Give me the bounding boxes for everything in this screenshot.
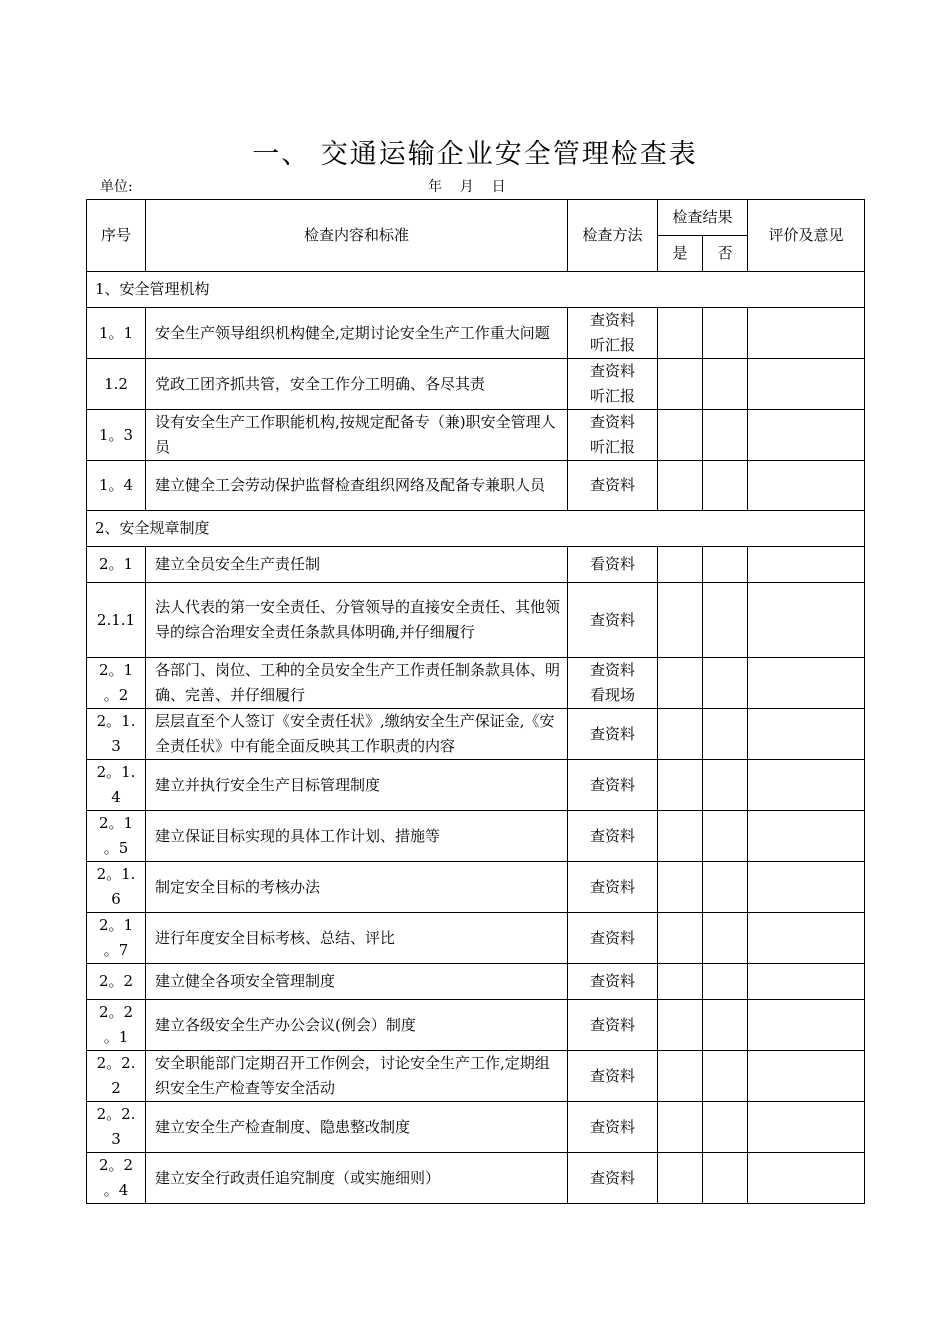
unit-label: 单位: — [100, 179, 133, 195]
row-content: 建立健全工会劳动保护监督检查组织网络及配备专兼职人员 — [146, 461, 568, 511]
row-method: 查资料 听汇报 — [568, 410, 658, 461]
row-method: 查资料 — [568, 964, 658, 1000]
row-no-cell — [703, 709, 748, 760]
row-no-cell — [703, 658, 748, 709]
page-title: 一、 交通运输企业安全管理检查表 — [252, 139, 698, 170]
row-content: 建立全员安全生产责任制 — [146, 547, 568, 583]
row-content: 层层直至个人签订《安全责任状》,缴纳安全生产保证金,《安全责任状》中有能全面反映其工作职责的内容 — [146, 709, 568, 760]
header-comment: 评价及意见 — [748, 200, 865, 272]
header-yes: 是 — [658, 236, 703, 272]
row-seq: 2。1. 3 — [87, 709, 146, 760]
row-content: 进行年度安全目标考核、总结、评比 — [146, 913, 568, 964]
row-yes-cell — [658, 709, 703, 760]
row-no-cell — [703, 308, 748, 359]
row-content: 各部门、岗位、工种的全员安全生产工作责任制条款具体、明确、完善、并仔细履行 — [146, 658, 568, 709]
row-yes-cell — [658, 308, 703, 359]
row-method: 查资料 — [568, 709, 658, 760]
row-no-cell — [703, 1000, 748, 1051]
row-yes-cell — [658, 1102, 703, 1153]
row-no-cell — [703, 1102, 748, 1153]
table-row — [87, 1000, 865, 1051]
row-yes-cell — [658, 410, 703, 461]
row-comment-cell — [748, 547, 865, 583]
row-content: 建立健全各项安全管理制度 — [146, 964, 568, 1000]
row-yes-cell — [658, 1051, 703, 1102]
row-comment-cell — [748, 862, 865, 913]
row-method: 查资料 听汇报 — [568, 308, 658, 359]
header-result: 检查结果 — [658, 200, 748, 236]
row-seq: 2。1 — [87, 547, 146, 583]
section-row — [87, 511, 865, 547]
row-method: 查资料 — [568, 862, 658, 913]
row-no-cell — [703, 583, 748, 658]
row-comment-cell — [748, 709, 865, 760]
row-seq: 2。1 。5 — [87, 811, 146, 862]
row-comment-cell — [748, 461, 865, 511]
row-content: 建立保证目标实现的具体工作计划、措施等 — [146, 811, 568, 862]
row-seq: 2。2 。1 — [87, 1000, 146, 1051]
row-method: 查资料 — [568, 913, 658, 964]
row-yes-cell — [658, 862, 703, 913]
table-row — [87, 658, 865, 709]
row-method: 查资料 — [568, 811, 658, 862]
header-seq: 序号 — [87, 200, 146, 272]
row-yes-cell — [658, 760, 703, 811]
section-title: 2、安全规章制度 — [87, 511, 865, 547]
table-row — [87, 1102, 865, 1153]
row-content: 设有安全生产工作职能机构,按规定配备专（兼)职安全管理人员 — [146, 410, 568, 461]
row-comment-cell — [748, 913, 865, 964]
row-seq: 2。1. 6 — [87, 862, 146, 913]
row-method: 查资料 — [568, 461, 658, 511]
row-seq: 2。2 — [87, 964, 146, 1000]
header-row-1 — [87, 200, 865, 236]
row-comment-cell — [748, 658, 865, 709]
row-method: 查资料 听汇报 — [568, 359, 658, 410]
row-method: 查资料 — [568, 1153, 658, 1204]
row-seq: 2。1 。7 — [87, 913, 146, 964]
row-comment-cell — [748, 583, 865, 658]
row-seq: 2。2 。4 — [87, 1153, 146, 1204]
row-content: 建立各级安全生产办公会议(例会）制度 — [146, 1000, 568, 1051]
row-comment-cell — [748, 760, 865, 811]
table-row — [87, 862, 865, 913]
row-method: 查资料 — [568, 1102, 658, 1153]
table-row — [87, 547, 865, 583]
row-seq: 1。1 — [87, 308, 146, 359]
row-method: 查资料 — [568, 1000, 658, 1051]
row-no-cell — [703, 862, 748, 913]
row-seq: 2。2. 2 — [87, 1051, 146, 1102]
date-label: 年 月 日 — [428, 179, 506, 195]
row-seq: 2。1 。2 — [87, 658, 146, 709]
row-seq: 2。2. 3 — [87, 1102, 146, 1153]
row-comment-cell — [748, 811, 865, 862]
inspection-table — [86, 199, 865, 1204]
row-content: 建立安全行政责任追究制度（或实施细则） — [146, 1153, 568, 1204]
row-comment-cell — [748, 1102, 865, 1153]
table-row — [87, 760, 865, 811]
row-seq: 1.2 — [87, 359, 146, 410]
row-yes-cell — [658, 583, 703, 658]
row-content: 党政工团齐抓共管，安全工作分工明确、各尽其责 — [146, 359, 568, 410]
header-method: 检查方法 — [568, 200, 658, 272]
row-comment-cell — [748, 1000, 865, 1051]
row-seq: 1。3 — [87, 410, 146, 461]
row-comment-cell — [748, 410, 865, 461]
table-row — [87, 1051, 865, 1102]
row-comment-cell — [748, 308, 865, 359]
table-row — [87, 359, 865, 410]
row-content: 安全生产领导组织机构健全,定期讨论安全生产工作重大问题 — [146, 308, 568, 359]
row-no-cell — [703, 1051, 748, 1102]
row-seq: 2。1. 4 — [87, 760, 146, 811]
meta-line — [100, 176, 860, 196]
table-row — [87, 709, 865, 760]
row-seq: 1。4 — [87, 461, 146, 511]
section-title: 1、安全管理机构 — [87, 272, 865, 308]
row-yes-cell — [658, 461, 703, 511]
row-yes-cell — [658, 964, 703, 1000]
row-comment-cell — [748, 1153, 865, 1204]
row-no-cell — [703, 1153, 748, 1204]
row-yes-cell — [658, 811, 703, 862]
row-no-cell — [703, 964, 748, 1000]
row-content: 法人代表的第一安全责任、分管领导的直接安全责任、其他领导的综合治理安全责任条款具体明确,并仔细履行 — [146, 583, 568, 658]
row-no-cell — [703, 760, 748, 811]
section-row — [87, 272, 865, 308]
header-content: 检查内容和标准 — [146, 200, 568, 272]
row-no-cell — [703, 359, 748, 410]
row-yes-cell — [658, 1000, 703, 1051]
table-row — [87, 583, 865, 658]
row-no-cell — [703, 410, 748, 461]
row-yes-cell — [658, 547, 703, 583]
header-no: 否 — [703, 236, 748, 272]
row-yes-cell — [658, 913, 703, 964]
row-method: 查资料 — [568, 760, 658, 811]
row-content: 建立并执行安全生产目标管理制度 — [146, 760, 568, 811]
row-content: 制定安全目标的考核办法 — [146, 862, 568, 913]
row-yes-cell — [658, 658, 703, 709]
row-content: 建立安全生产检查制度、隐患整改制度 — [146, 1102, 568, 1153]
table-row — [87, 308, 865, 359]
row-seq: 2.1.1 — [87, 583, 146, 658]
row-comment-cell — [748, 964, 865, 1000]
row-content: 安全职能部门定期召开工作例会，讨论安全生产工作,定期组织安全生产检查等安全活动 — [146, 1051, 568, 1102]
table-row — [87, 811, 865, 862]
row-yes-cell — [658, 359, 703, 410]
row-method: 查资料 — [568, 1051, 658, 1102]
row-method: 查资料 看现场 — [568, 658, 658, 709]
table-row — [87, 964, 865, 1000]
row-yes-cell — [658, 1153, 703, 1204]
row-method: 查资料 — [568, 583, 658, 658]
table-row — [87, 1153, 865, 1204]
table-row — [87, 913, 865, 964]
row-comment-cell — [748, 1051, 865, 1102]
row-no-cell — [703, 913, 748, 964]
row-no-cell — [703, 547, 748, 583]
row-no-cell — [703, 811, 748, 862]
row-method: 看资料 — [568, 547, 658, 583]
row-comment-cell — [748, 359, 865, 410]
table-row — [87, 461, 865, 511]
row-no-cell — [703, 461, 748, 511]
table-row — [87, 410, 865, 461]
